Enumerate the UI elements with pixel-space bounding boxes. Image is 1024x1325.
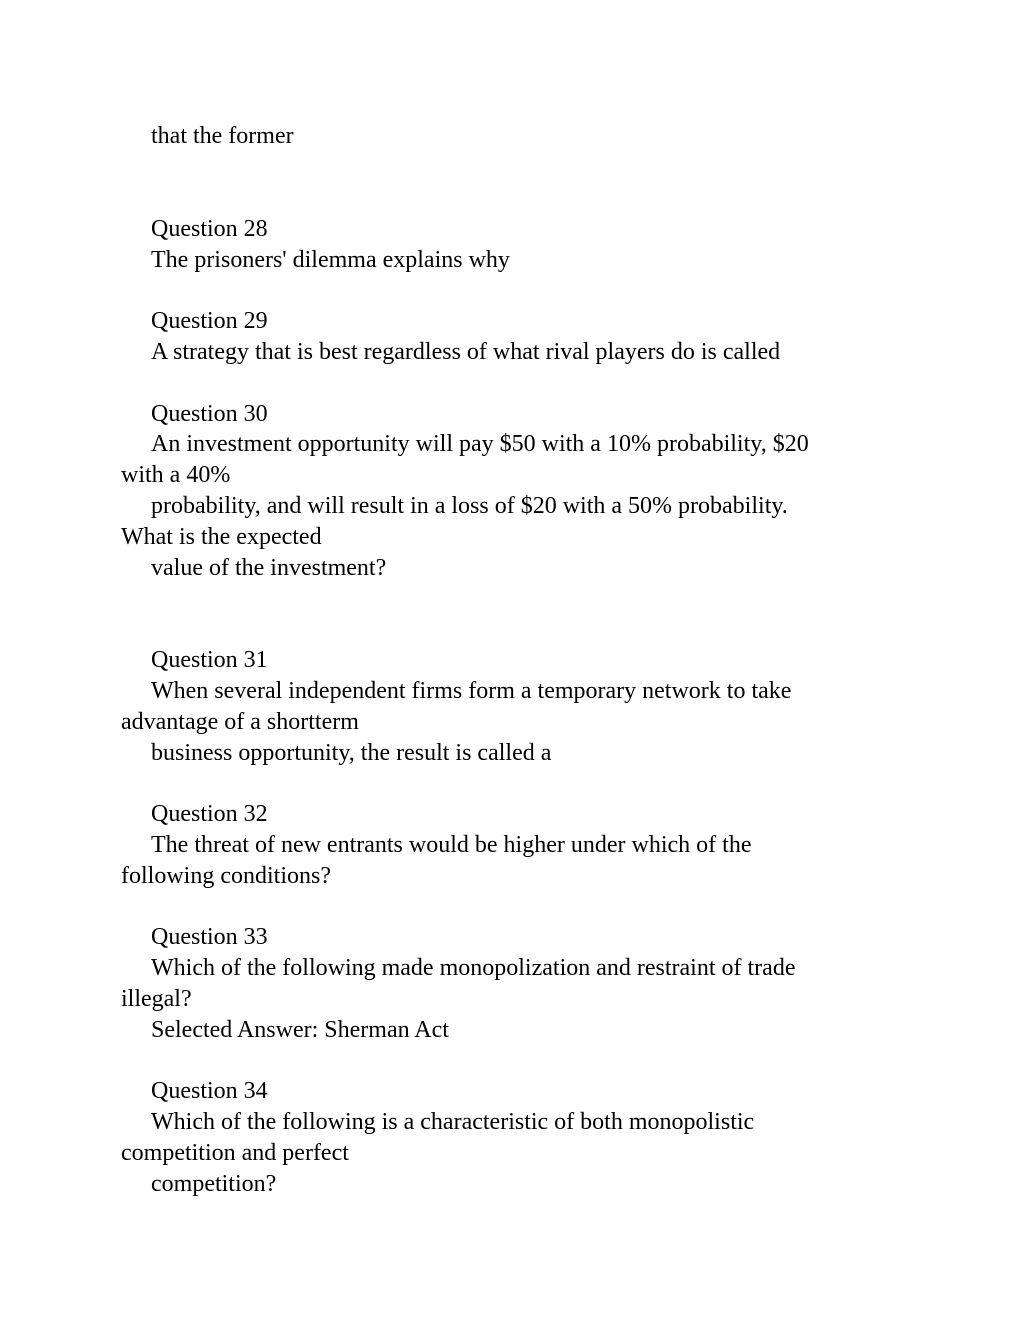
intro-line: that the former	[151, 123, 294, 149]
question-30-text-line: with a 40%	[121, 462, 231, 488]
question-28-heading: Question 28	[151, 216, 268, 242]
question-32-text-line: The threat of new entrants would be higher under which of the	[151, 832, 752, 858]
question-30-text-line: An investment opportunity will pay $50 with a 10% probability, $20	[151, 431, 809, 457]
question-31-text-line: business opportunity, the result is called a	[151, 740, 552, 766]
question-33-text-line: Which of the following made monopolization and restraint of trade	[151, 955, 796, 981]
question-30-text-line: probability, and will result in a loss of $20 with a 50% probability.	[151, 493, 788, 519]
question-30-heading: Question 30	[151, 401, 268, 427]
question-33-text-line: illegal?	[121, 986, 192, 1012]
question-30-text-line: What is the expected	[121, 524, 322, 550]
question-34-text-line: Which of the following is a characteristic of both monopolistic	[151, 1109, 755, 1135]
question-34-heading: Question 34	[151, 1078, 268, 1104]
question-29-text: A strategy that is best regardless of what rival players do is called	[151, 339, 781, 365]
question-34-text-line: competition?	[151, 1171, 277, 1197]
question-31-heading: Question 31	[151, 647, 268, 673]
question-34-text-line: competition and perfect	[121, 1140, 349, 1166]
question-29-heading: Question 29	[151, 308, 268, 334]
question-31-text-line: When several independent firms form a temporary network to take	[151, 678, 792, 704]
question-33-heading: Question 33	[151, 924, 268, 950]
question-28-text: The prisoners' dilemma explains why	[151, 247, 510, 273]
question-31-text-line: advantage of a shortterm	[121, 709, 359, 735]
question-33-selected-answer: Selected Answer: Sherman Act	[151, 1017, 449, 1043]
question-32-heading: Question 32	[151, 801, 268, 827]
question-32-text-line: following conditions?	[121, 863, 331, 889]
question-30-text-line: value of the investment?	[151, 555, 387, 581]
